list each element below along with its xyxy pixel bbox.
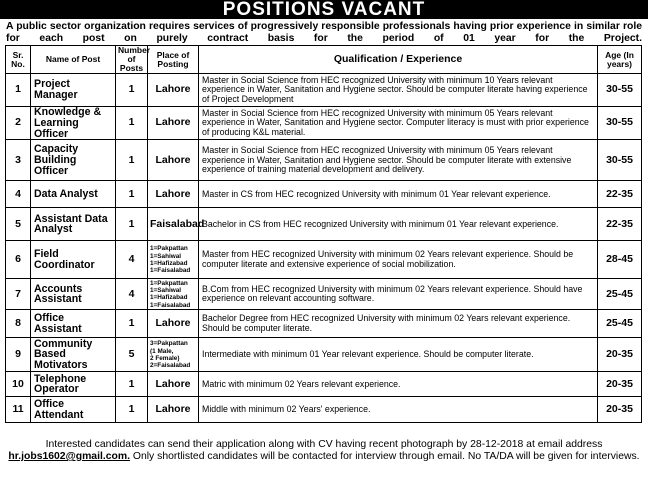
posting-place-line: 1=Pakpattan <box>150 245 188 253</box>
sr-cell: 8 <box>6 310 31 338</box>
posting-place-line: 2=Faisalabad <box>150 362 191 370</box>
post-name-cell: Community Based Motivators <box>31 338 116 372</box>
post-name-cell: Knowledge & Learning Officer <box>31 107 116 140</box>
posting-place-line: 1=Sahiwal <box>150 287 182 295</box>
posting-place-line: 1=Hafizabad <box>150 259 188 267</box>
age-cell: 20-35 <box>598 338 642 372</box>
posting-place-line: 1=Pakpattan <box>150 279 188 287</box>
table-row <box>6 208 642 241</box>
post-count-cell: 4 <box>116 241 148 279</box>
posting-place-line: 1=Sahiwal <box>150 252 182 260</box>
qualification-cell: Master in Social Science from HEC recognized University with minimum 05 Years relevant experience in Water, Sanitation and Hygiene sector. Computer literacy is must with prior experience of producing K&L material. <box>199 107 598 140</box>
table-row <box>6 241 642 279</box>
sr-cell: 1 <box>6 74 31 107</box>
posting-place-cell <box>148 241 199 279</box>
header-age: Age (In years) <box>598 46 642 74</box>
sr-cell: 5 <box>6 208 31 241</box>
post-name-cell: Office Assistant <box>31 310 116 338</box>
qualification-cell: Matric with minimum 02 Years relevant experience. <box>199 372 598 397</box>
sr-cell: 3 <box>6 140 31 181</box>
posting-place-line: 1=Faisalabad <box>150 301 191 309</box>
age-cell: 22-35 <box>598 208 642 241</box>
sr-cell: 7 <box>6 279 31 310</box>
ad-title: POSITIONS VACANT <box>0 0 648 19</box>
post-name-cell: Telephone Operator <box>31 372 116 397</box>
posting-place-cell: Lahore <box>148 372 199 397</box>
positions-table-body <box>6 74 642 423</box>
post-name-cell: Project Manager <box>31 74 116 107</box>
table-header-row <box>6 46 642 74</box>
posting-place-cell: Lahore <box>148 140 199 181</box>
post-count-cell: 4 <box>116 279 148 310</box>
qualification-cell: Bachelor Degree from HEC recognized University with minimum 02 Years relevant experience. Should be computer literate. <box>199 310 598 338</box>
post-count-cell: 1 <box>116 397 148 423</box>
post-count-cell: 1 <box>116 208 148 241</box>
age-cell: 30-55 <box>598 74 642 107</box>
table-row <box>6 74 642 107</box>
posting-place-line: 1=Faisalabad <box>150 267 191 275</box>
table-row <box>6 338 642 372</box>
table-row <box>6 107 642 140</box>
age-cell: 28-45 <box>598 241 642 279</box>
footer-text-1: Interested candidates can send their application along with CV having recent photograph by 28-12-2018 at email address <box>45 439 603 450</box>
age-cell: 20-35 <box>598 372 642 397</box>
posting-place-line: 2 Female) <box>150 354 180 362</box>
qualification-cell: Master in Social Science from HEC recognized University with minimum 10 Years relevant experience in Water, Sanitation and Hygiene sector. Should be computer literate having experience of Project Development <box>199 74 598 107</box>
post-name-cell: Data Analyst <box>31 181 116 208</box>
qualification-cell: B.Com from HEC recognized University with minimum 02 Years relevant experience. Should have experience on relevant accounting software. <box>199 279 598 310</box>
posting-place-cell: Lahore <box>148 74 199 107</box>
sr-cell: 10 <box>6 372 31 397</box>
post-count-cell: 5 <box>116 338 148 372</box>
footer-text-2: Only shortlisted candidates will be contacted for interview through email. No TA/DA will be given for interviews. <box>130 451 640 462</box>
table-row <box>6 140 642 181</box>
sr-cell: 11 <box>6 397 31 423</box>
header-qualification: Qualification / Experience <box>199 46 598 74</box>
post-count-cell: 1 <box>116 74 148 107</box>
post-count-cell: 1 <box>116 372 148 397</box>
posting-place-cell: Faisalabad <box>148 208 199 241</box>
posting-place-cell: Lahore <box>148 181 199 208</box>
age-cell: 30-55 <box>598 107 642 140</box>
age-cell: 25-45 <box>598 279 642 310</box>
sr-cell: 4 <box>6 181 31 208</box>
post-count-cell: 1 <box>116 107 148 140</box>
post-name-cell: Accounts Assistant <box>31 279 116 310</box>
qualification-cell: Bachelor in CS from HEC recognized University with minimum 01 Year relevant experience. <box>199 208 598 241</box>
post-count-cell: 1 <box>116 181 148 208</box>
sr-cell: 9 <box>6 338 31 372</box>
header-name: Name of Post <box>31 46 116 74</box>
positions-table <box>5 45 642 423</box>
post-name-cell: Field Coordinator <box>31 241 116 279</box>
table-row <box>6 181 642 208</box>
post-count-cell: 1 <box>116 140 148 181</box>
posting-place-line: 3=Pakpattan <box>150 340 188 348</box>
age-cell: 20-35 <box>598 397 642 423</box>
post-count-cell: 1 <box>116 310 148 338</box>
post-name-cell: Capacity Building Officer <box>31 140 116 181</box>
age-cell: 22-35 <box>598 181 642 208</box>
table-row <box>6 372 642 397</box>
sr-cell: 6 <box>6 241 31 279</box>
table-row <box>6 279 642 310</box>
qualification-cell: Middle with minimum 02 Years' experience. <box>199 397 598 423</box>
post-name-cell: Office Attendant <box>31 397 116 423</box>
contact-email[interactable]: hr.jobs1602@gmail.com. <box>8 451 130 462</box>
posting-place-line: (1 Male, <box>150 347 174 355</box>
qualification-cell: Master from HEC recognized University with minimum 02 Years relevant experience. Should be computer literate and extensive experience of social mobilization. <box>199 241 598 279</box>
qualification-cell: Master in CS from HEC recognized University with minimum 01 Year relevant experience. <box>199 181 598 208</box>
header-sr: Sr. No. <box>6 46 31 74</box>
table-row <box>6 397 642 423</box>
header-place: Place of Posting <box>148 46 199 74</box>
ad-intro: A public sector organization requires services of progressively responsible professionals having prior experience in similar role for each post on purely contract basis for the period of 01 year for the Project. <box>6 21 642 44</box>
posting-place-cell: Lahore <box>148 397 199 423</box>
posting-place-cell: Lahore <box>148 107 199 140</box>
qualification-cell: Intermediate with minimum 01 Year relevant experience. Should be computer literate. <box>199 338 598 372</box>
age-cell: 30-55 <box>598 140 642 181</box>
posting-place-cell <box>148 338 199 372</box>
table-row <box>6 310 642 338</box>
sr-cell: 2 <box>6 107 31 140</box>
ad-footer <box>6 439 642 463</box>
posting-place-cell: Lahore <box>148 310 199 338</box>
post-name-cell: Assistant Data Analyst <box>31 208 116 241</box>
qualification-cell: Master in Social Science from HEC recognized University with minimum 05 Years relevant experience in Water, Sanitation and Hygiene sector. Should be computer literate with extensive experience of training material development and delivery. <box>199 140 598 181</box>
header-num: Number of Posts <box>116 46 148 74</box>
posting-place-line: 1=Hafizabad <box>150 294 188 302</box>
age-cell: 25-45 <box>598 310 642 338</box>
posting-place-cell <box>148 279 199 310</box>
